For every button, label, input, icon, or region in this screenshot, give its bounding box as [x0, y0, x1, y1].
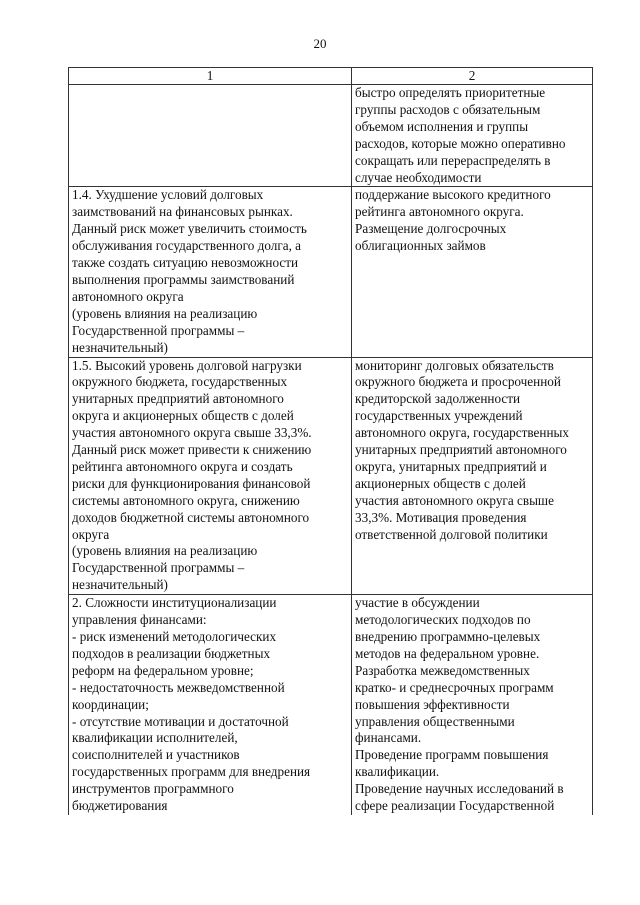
measure-cell [352, 357, 593, 595]
text-line: системы автономного округа, снижению [72, 492, 300, 508]
text-line: соисполнителей и участников [72, 747, 240, 763]
text-line: методологических подходов по [355, 612, 531, 628]
text-line: доходов бюджетной системы автономного [72, 509, 310, 525]
text-line: сфере реализации Государственной [355, 798, 555, 814]
text-line: реформ на федеральном уровне; [72, 662, 254, 678]
text-line: унитарных предприятий автономного [72, 391, 284, 407]
text-line: заимствований на финансовых рынках. [72, 204, 293, 220]
text-line: поддержание высокого кредитного [355, 187, 551, 203]
text-line: 1.4. Ухудшение условий долговых [72, 187, 264, 203]
measure-cell [352, 595, 593, 815]
text-line: квалификации. [355, 764, 440, 780]
text-line: - недостаточность межведомственной [72, 679, 285, 695]
text-line: рейтинга автономного округа. [355, 204, 524, 220]
text-line: управления общественными [355, 713, 515, 729]
text-line: кредиторской задолженности [355, 391, 521, 407]
text-line: Данный риск может привести к снижению [72, 442, 312, 458]
text-line: Разработка межведомственных [355, 662, 530, 678]
text-line: 33,3%. Мотивация проведения [355, 509, 527, 525]
text-line: участие в обсуждении [355, 595, 480, 611]
text-line: рейтинга автономного округа и создать [72, 458, 293, 474]
text-line: государственных программ для внедрения [72, 764, 311, 780]
measures-table [68, 67, 593, 815]
text-line: участия автономного округа свыше [355, 492, 554, 508]
text-line: ответственной долговой политики [355, 526, 548, 542]
text-line: Размещение долгосрочных [355, 221, 507, 237]
text-line: Государственной программы – [72, 322, 245, 338]
text-line: Данный риск может увеличить стоимость [72, 221, 307, 237]
text-line: методов на федеральном уровне. [355, 645, 540, 661]
text-line: риски для функционирования финансовой [72, 475, 311, 491]
measure-cell [352, 85, 593, 187]
text-line: квалификации исполнителей, [72, 730, 238, 746]
text-line: округа и акционерных обществ с долей [72, 408, 294, 424]
table-row [69, 595, 593, 815]
table-row [69, 187, 593, 357]
text-line: Проведение программ повышения [355, 747, 549, 763]
text-line: окружного бюджета, государственных [72, 374, 288, 390]
text-line: расходов, которые можно оперативно [355, 135, 566, 151]
risk-cell [69, 187, 352, 357]
text-line: 2. Сложности институционализации [72, 595, 277, 611]
text-line: обслуживания государственного долга, а [72, 238, 302, 254]
text-line: округа [72, 526, 110, 542]
text-line: 1.5. Высокий уровень долговой нагрузки [72, 357, 302, 373]
text-line: округа, унитарных предприятий и [355, 458, 547, 474]
text-line: Государственной программы – [72, 560, 245, 576]
text-line: незначительный) [72, 577, 168, 593]
text-line: - риск изменений методологических [72, 629, 277, 644]
text-line: участия автономного округа свыше 33,3%. [72, 425, 312, 441]
text-line: финансами. [355, 730, 422, 746]
text-line: подходов в реализации бюджетных [72, 645, 271, 661]
table-header-row [69, 68, 593, 85]
text-line: повышения эффективности [355, 696, 510, 712]
table-row [69, 357, 593, 595]
text-line: (уровень влияния на реализацию [72, 305, 258, 321]
text-line: государственных учреждений [355, 408, 523, 424]
risk-cell [69, 85, 352, 187]
text-line: автономного округа [72, 288, 184, 304]
text-line: - отсутствие мотивации и достаточной [72, 713, 289, 729]
text-line: объемом исполнения и группы [355, 118, 529, 134]
text-line: Проведение научных исследований в [355, 781, 564, 797]
text-line: акционерных обществ с долей [355, 475, 526, 491]
text-line: выполнения программы заимствований [72, 271, 295, 287]
text-line: инструментов программного [72, 781, 234, 797]
risk-cell [69, 357, 352, 595]
text-line: бюджетирования [72, 798, 168, 814]
table-body [69, 85, 593, 815]
text-line: также создать ситуацию невозможности [72, 255, 299, 271]
text-line: кратко- и среднесрочных программ [355, 679, 554, 695]
page-number: 20 [313, 36, 327, 51]
text-line: унитарных предприятий автономного [355, 442, 567, 458]
text-line: мониторинг долговых обязательств [355, 357, 554, 373]
text-line: внедрению программно-целевых [355, 629, 541, 644]
text-line: группы расходов с обязательным [355, 101, 541, 117]
text-line: автономного округа, государственных [355, 425, 569, 441]
text-line: (уровень влияния на реализацию [72, 543, 258, 559]
table-row [69, 85, 593, 187]
risk-cell [69, 595, 352, 815]
text-line: облигационных займов [355, 238, 486, 254]
text-line: координации; [72, 696, 149, 712]
text-line: быстро определять приоритетные [355, 85, 546, 100]
text-line: сокращать или перераспределять в [355, 152, 551, 168]
text-line: случае необходимости [355, 169, 482, 185]
text-line: незначительный) [72, 339, 168, 355]
text-line: управления финансами: [72, 612, 207, 628]
text-line: окружного бюджета и просроченной [355, 374, 561, 390]
measure-cell [352, 187, 593, 357]
column-header-2: 2 [352, 68, 593, 85]
column-header-1: 1 [69, 68, 352, 85]
